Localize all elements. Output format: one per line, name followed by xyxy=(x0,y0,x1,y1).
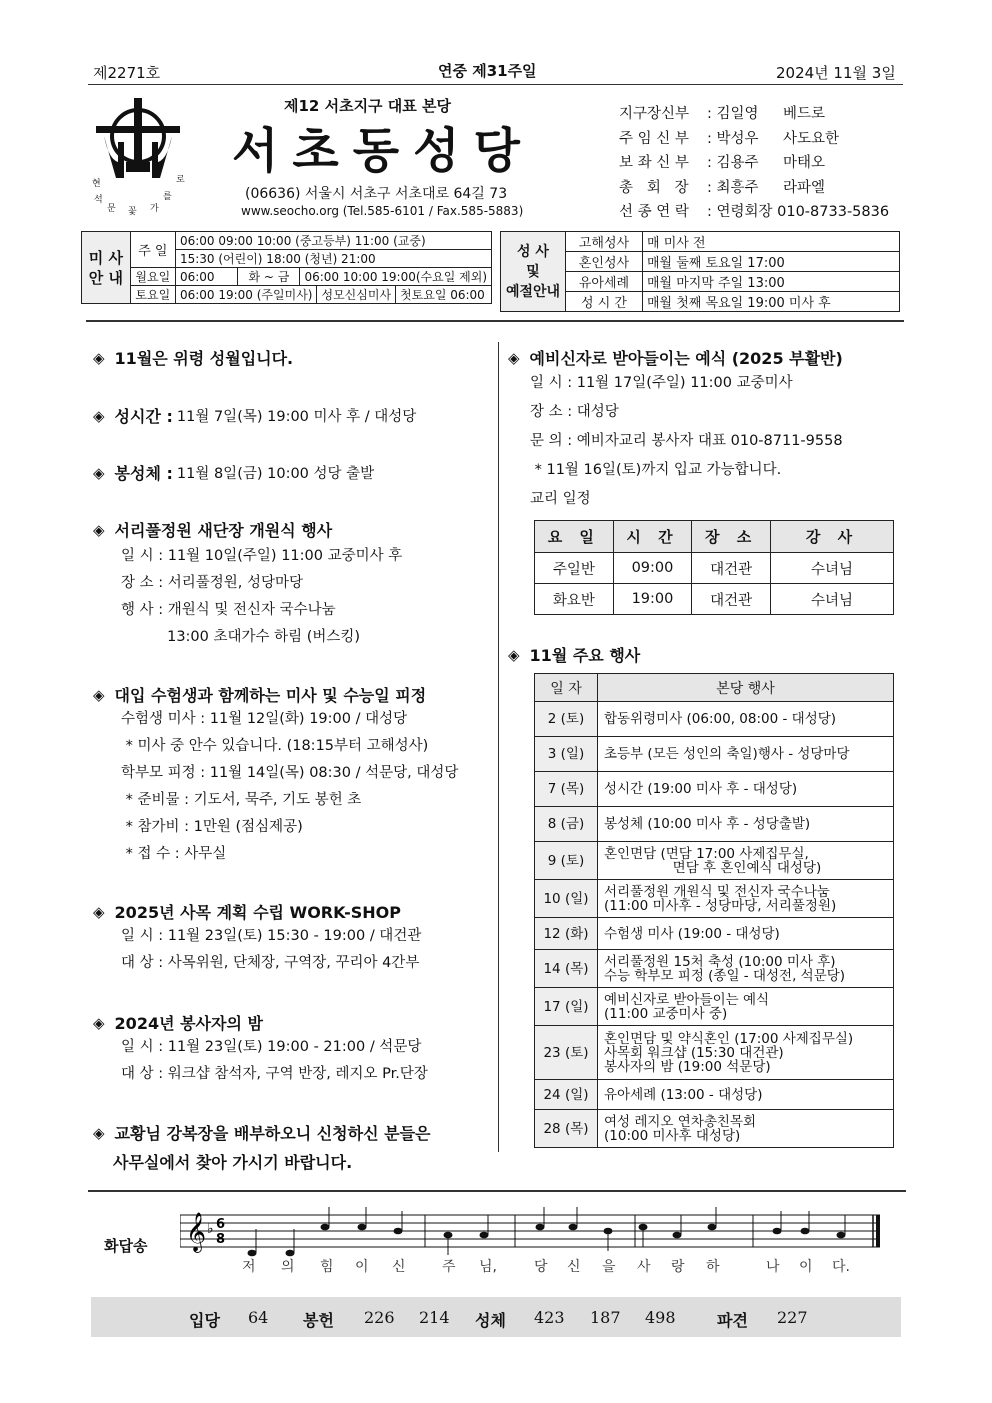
staff-role: 보 좌 신 부 xyxy=(619,155,689,171)
diamond-icon: ◈ xyxy=(93,1123,105,1142)
section-communion-sick xyxy=(93,461,493,484)
table-row xyxy=(535,988,894,1026)
logo-text-5: 문 xyxy=(107,204,116,214)
diamond-icon: ◈ xyxy=(93,348,105,367)
column-header: 요 일 xyxy=(535,521,614,553)
logo-text-7: 가 xyxy=(150,204,159,214)
diamond-icon: ◈ xyxy=(93,1013,105,1032)
offertory-number-2: 214 xyxy=(419,1308,450,1327)
liturgical-week: 연중 제31주일 xyxy=(438,62,537,80)
staff-extra: 사도요한 xyxy=(783,130,840,147)
diamond-icon: ◈ xyxy=(93,463,105,482)
catechism-schedule-label: 교리 일정 xyxy=(530,491,591,507)
column-divider xyxy=(498,342,499,1152)
saturday-cell xyxy=(175,286,491,304)
staff-role: 주 임 신 부 xyxy=(619,130,689,147)
header-divider xyxy=(86,320,904,322)
lyric-syllable: 님, xyxy=(479,1259,497,1275)
table-cell: 수녀님 xyxy=(771,584,894,615)
event-date: 14 (목) xyxy=(535,950,598,988)
diamond-icon: ◈ xyxy=(93,685,105,704)
section-november-events xyxy=(508,643,903,666)
staff-row xyxy=(619,127,909,152)
parish-title: 서초동성당 xyxy=(232,123,534,179)
logo-text-1: 현 xyxy=(92,179,101,189)
event-date: 10 (일) xyxy=(535,880,598,918)
top-divider xyxy=(88,84,903,85)
sacrament-time: 매월 마지막 주일 13:00 xyxy=(643,272,900,292)
staff-role: 선 종 연 락 xyxy=(619,204,689,220)
psalm-divider xyxy=(88,1190,906,1192)
event-date: 7 (목) xyxy=(535,772,598,807)
staff-name: : 연령회장 010-8733-5836 xyxy=(707,204,890,220)
issue-date: 2024년 11월 3일 xyxy=(776,64,896,82)
column-header: 강 사 xyxy=(771,521,894,553)
communion-number-3: 498 xyxy=(645,1308,676,1327)
event-date: 2 (토) xyxy=(535,702,598,737)
detail-line: * 접 수 : 사무실 xyxy=(121,846,227,862)
section-title: 서리풀정원 새단장 개원식 행사 xyxy=(114,521,333,540)
section-title: 성시간 : xyxy=(114,407,173,426)
svg-text:6: 6 xyxy=(216,1217,226,1232)
offertory-number-1: 226 xyxy=(364,1308,395,1327)
event-text: 성시간 (19:00 미사 후 - 대성당) xyxy=(598,772,894,807)
table-cell: 화요반 xyxy=(535,584,614,615)
event-text: 혼인면담 (면담 17:00 사제집무실, 면담 후 혼인예식 대성당) xyxy=(598,842,894,880)
communion-number-1: 423 xyxy=(534,1308,565,1327)
column-header: 일 자 xyxy=(535,674,598,702)
detail-line: 13:00 초대가수 하림 (버스킹) xyxy=(121,629,361,645)
event-text: 봉성체 (10:00 미사 후 - 성당출발) xyxy=(598,807,894,842)
weekday-label: 화 ~ 금 xyxy=(238,268,300,286)
sunday-times-2: 15:30 (어린이) 18:00 (청년) 21:00 xyxy=(175,250,491,268)
section-exam-mass xyxy=(93,683,493,868)
svg-text:𝄞: 𝄞 xyxy=(186,1212,207,1252)
section-title-cont: 사무실에서 찾아 가시기 바랍니다. xyxy=(113,1153,353,1172)
staff-name: : 최흥주 xyxy=(707,179,759,196)
staff-extra: 마태오 xyxy=(783,155,826,171)
lyric-syllable: 의 xyxy=(281,1259,295,1275)
section-holy-hour xyxy=(93,404,493,427)
catechism-table xyxy=(534,520,894,615)
event-text: 서리풀정원 15처 축성 (10:00 미사 후) 수능 학부모 피정 (종일 - 대성전, 석문당) xyxy=(598,950,894,988)
entrance-label: 입당 xyxy=(189,1311,220,1330)
staff-row xyxy=(619,200,909,225)
svg-text:8: 8 xyxy=(216,1232,226,1247)
table-cell: 대건관 xyxy=(692,584,771,615)
table-row xyxy=(535,1080,894,1110)
event-text: 서리풀정원 개원식 및 전신자 국수나눔 (11:00 미사후 - 성당마당, 서리풀정원) xyxy=(598,880,894,918)
table-row xyxy=(535,737,894,772)
staff-name: : 박성우 xyxy=(707,130,759,147)
lyric-syllable: 힘 xyxy=(320,1259,334,1275)
lyric-syllable: 신 xyxy=(392,1259,406,1275)
sacrament-time: 매월 첫째 목요일 19:00 미사 후 xyxy=(643,292,900,312)
lyric-syllable: 랑 xyxy=(671,1259,685,1275)
column-header: 시 간 xyxy=(613,521,692,553)
table-cell: 수녀님 xyxy=(771,553,894,584)
event-text: 여성 레지오 연차총친목회 (10:00 미사후 대성당) xyxy=(598,1110,894,1148)
staff-name: : 김용주 xyxy=(707,155,759,171)
detail-line: 일 시 : 11월 23일(토) 15:30 - 19:00 / 대건관 xyxy=(121,928,422,944)
issue-number: 제2271호 xyxy=(93,64,161,82)
lyric-syllable: 신 xyxy=(567,1259,581,1275)
detail-line: 학부모 피정 : 11월 14일(목) 08:30 / 석문당, 대성당 xyxy=(121,765,459,781)
lyric-syllable: 하 xyxy=(706,1259,720,1275)
staff-extra: 라파엘 xyxy=(783,179,826,196)
event-text: 혼인면담 및 약식혼인 (17:00 사제집무실) 사목회 워크샵 (15:30 대건관) 봉사자의 밤 (19:00 석문당) xyxy=(598,1026,894,1080)
sacrament-name: 고해성사 xyxy=(566,232,643,252)
sacrament-name: 유아세례 xyxy=(566,272,643,292)
event-text: 유아세례 (13:00 - 대성당) xyxy=(598,1080,894,1110)
detail-line: * 준비물 : 기도서, 묵주, 기도 봉헌 초 xyxy=(121,792,362,808)
lyric-syllable: 저 xyxy=(242,1259,256,1275)
event-text: 예비신자로 받아들이는 예식 (11:00 교중미사 중) xyxy=(598,988,894,1026)
staff-list xyxy=(619,102,909,225)
detail-line: * 참가비 : 1만원 (점심제공) xyxy=(121,819,303,835)
section-title: 11월은 위령 성월입니다. xyxy=(114,349,294,368)
event-date: 28 (목) xyxy=(535,1110,598,1148)
section-title: 대입 수험생과 함께하는 미사 및 수능일 피정 xyxy=(114,686,427,705)
detail-line: 장 소 : 대성당 xyxy=(530,404,619,420)
event-date: 12 (화) xyxy=(535,918,598,950)
table-cell: 09:00 xyxy=(613,553,692,584)
event-date: 8 (금) xyxy=(535,807,598,842)
detail-line: 장 소 : 서리풀정원, 성당마당 xyxy=(121,575,304,591)
event-date: 3 (일) xyxy=(535,737,598,772)
table-row xyxy=(535,702,894,737)
detail-line: * 미사 중 안수 있습니다. (18:15부터 고해성사) xyxy=(121,738,429,754)
parish-address: (06636) 서울시 서초구 서초대로 64길 73 xyxy=(245,186,508,202)
lyric-syllable: 을 xyxy=(602,1259,616,1275)
table-row xyxy=(535,584,894,615)
diamond-icon: ◈ xyxy=(508,348,520,367)
detail-line: 대 상 : 워크샵 참석자, 구역 반장, 레지오 Pr.단장 xyxy=(121,1066,428,1082)
parish-subtitle: 제12 서초지구 대표 본당 xyxy=(284,97,451,115)
saturday-times: 06:00 19:00 (주일미사) xyxy=(176,286,318,303)
staff-row xyxy=(619,176,909,201)
sacrament-name: 혼인성사 xyxy=(566,252,643,272)
section-text: 11월 7일(목) 19:00 미사 후 / 대성당 xyxy=(176,409,417,425)
logo-text-6: 꽃 xyxy=(128,207,137,217)
table-row xyxy=(535,918,894,950)
lyric-syllable: 나 xyxy=(766,1259,780,1275)
detail-line: 일 시 : 11월 10일(주일) 11:00 교중미사 후 xyxy=(121,548,403,564)
table-row xyxy=(535,880,894,918)
sunday-times-1: 06:00 09:00 10:00 (중고등부) 11:00 (교중) xyxy=(175,232,491,250)
section-workshop xyxy=(93,900,493,977)
table-cell: 대건관 xyxy=(692,553,771,584)
table-cell: 19:00 xyxy=(613,584,692,615)
event-text: 합동위령미사 (06:00, 08:00 - 대성당) xyxy=(598,702,894,737)
event-date: 23 (토) xyxy=(535,1026,598,1080)
logo-text-4: 를 xyxy=(163,192,172,202)
staff-name: : 김일영 xyxy=(707,106,759,122)
section-garden-opening xyxy=(93,518,493,651)
sunday-label: 주 일 xyxy=(130,232,175,268)
entrance-number: 64 xyxy=(248,1308,269,1327)
weekday-times: 06:00 10:00 19:00(수요일 제외) xyxy=(300,268,492,286)
monday-time: 06:00 xyxy=(175,268,237,286)
detail-line: * 11월 16일(토)까지 입교 가능합니다. xyxy=(530,462,782,478)
lyric-syllable: 다. xyxy=(832,1259,850,1275)
lyric-syllable: 사 xyxy=(637,1259,651,1275)
table-row xyxy=(535,807,894,842)
section-title: 2024년 봉사자의 밤 xyxy=(114,1014,263,1033)
event-date: 24 (일) xyxy=(535,1080,598,1110)
hymn-numbers-bar xyxy=(91,1297,901,1337)
detail-line: 문 의 : 예비자교리 봉사자 대표 010-8711-9558 xyxy=(530,433,843,449)
recessional-label: 파견 xyxy=(717,1311,748,1330)
event-text: 수험생 미사 (19:00 - 대성당) xyxy=(598,918,894,950)
event-text: 초등부 (모든 성인의 축일)행사 - 성당마당 xyxy=(598,737,894,772)
events-table xyxy=(534,673,894,1148)
event-date: 17 (일) xyxy=(535,988,598,1026)
staff-role: 지구장신부 xyxy=(619,106,690,122)
mass-label: 미 사 안 내 xyxy=(82,232,131,304)
sacraments-label: 성 사 및 예절안내 xyxy=(501,232,566,312)
section-papal-blessing xyxy=(93,1121,493,1173)
detail-line: 대 상 : 사목위원, 단체장, 구역장, 꾸리아 4간부 xyxy=(121,955,420,971)
saturday-devotion: 성모신심미사 xyxy=(317,286,396,303)
saturday-label: 토요일 xyxy=(130,286,175,304)
svg-text:♭: ♭ xyxy=(207,1221,214,1237)
section-title: 봉성체 : xyxy=(114,464,173,483)
offertory-label: 봉헌 xyxy=(303,1311,334,1330)
staff-row xyxy=(619,151,909,176)
section-title: 11월 주요 행사 xyxy=(529,646,641,665)
staff-row xyxy=(619,102,909,127)
section-text: 11월 8일(금) 10:00 성당 출발 xyxy=(176,466,375,482)
sacrament-name: 성 시 간 xyxy=(566,292,643,312)
staff-role: 총 회 장 xyxy=(619,179,689,196)
table-row xyxy=(535,1026,894,1080)
psalm-label: 화답송 xyxy=(104,1237,148,1255)
detail-line: 일 시 : 11월 23일(토) 19:00 - 21:00 / 석문당 xyxy=(121,1039,422,1055)
diamond-icon: ◈ xyxy=(93,406,105,425)
psalm-lyrics xyxy=(242,1256,862,1276)
column-header: 장 소 xyxy=(692,521,771,553)
lyric-syllable: 이 xyxy=(355,1259,369,1275)
parish-logo-icon xyxy=(90,96,190,208)
communion-label: 성체 xyxy=(475,1311,506,1330)
logo-text-2: 로 xyxy=(176,175,185,185)
mass-schedule-table xyxy=(81,231,492,304)
lyric-syllable: 당 xyxy=(534,1259,548,1275)
lyric-syllable: 주 xyxy=(442,1259,456,1275)
lyric-syllable: 이 xyxy=(799,1259,813,1275)
detail-line: 일 시 : 11월 17일(주일) 11:00 교중미사 xyxy=(530,375,793,391)
section-title: 교황님 강복장을 배부하오니 신청하신 분들은 xyxy=(114,1124,431,1143)
detail-line: 행 사 : 개원식 및 전신자 국수나눔 xyxy=(121,602,336,618)
event-date: 9 (토) xyxy=(535,842,598,880)
column-header: 본당 행사 xyxy=(598,674,894,702)
diamond-icon: ◈ xyxy=(93,902,105,921)
communion-number-2: 187 xyxy=(590,1308,621,1327)
section-catechumen-rite xyxy=(508,346,903,514)
first-saturday: 첫토요일 06:00 xyxy=(400,288,485,302)
recessional-number: 227 xyxy=(777,1308,808,1327)
diamond-icon: ◈ xyxy=(93,520,105,539)
table-cell: 주일반 xyxy=(535,553,614,584)
monday-label: 월요일 xyxy=(130,268,175,286)
table-row xyxy=(535,553,894,584)
detail-line: 수험생 미사 : 11월 12일(화) 19:00 / 대성당 xyxy=(121,711,408,727)
sacrament-time: 매월 둘째 토요일 17:00 xyxy=(643,252,900,272)
logo-text-3: 석 xyxy=(94,195,103,205)
table-row xyxy=(535,950,894,988)
table-row xyxy=(535,772,894,807)
sacraments-table xyxy=(500,231,900,312)
parish-contact: www.seocho.org (Tel.585-6101 / Fax.585-5883) xyxy=(241,204,524,218)
section-volunteer-night xyxy=(93,1011,493,1088)
table-row xyxy=(535,1110,894,1148)
sacrament-time: 매 미사 전 xyxy=(643,232,900,252)
section-title: 2025년 사목 계획 수립 WORK-SHOP xyxy=(114,903,402,922)
section-title: 예비신자로 받아들이는 예식 (2025 부활반) xyxy=(529,349,843,368)
section-november xyxy=(93,346,493,369)
table-row xyxy=(535,842,894,880)
diamond-icon: ◈ xyxy=(508,645,520,664)
staff-extra: 베드로 xyxy=(783,106,826,122)
